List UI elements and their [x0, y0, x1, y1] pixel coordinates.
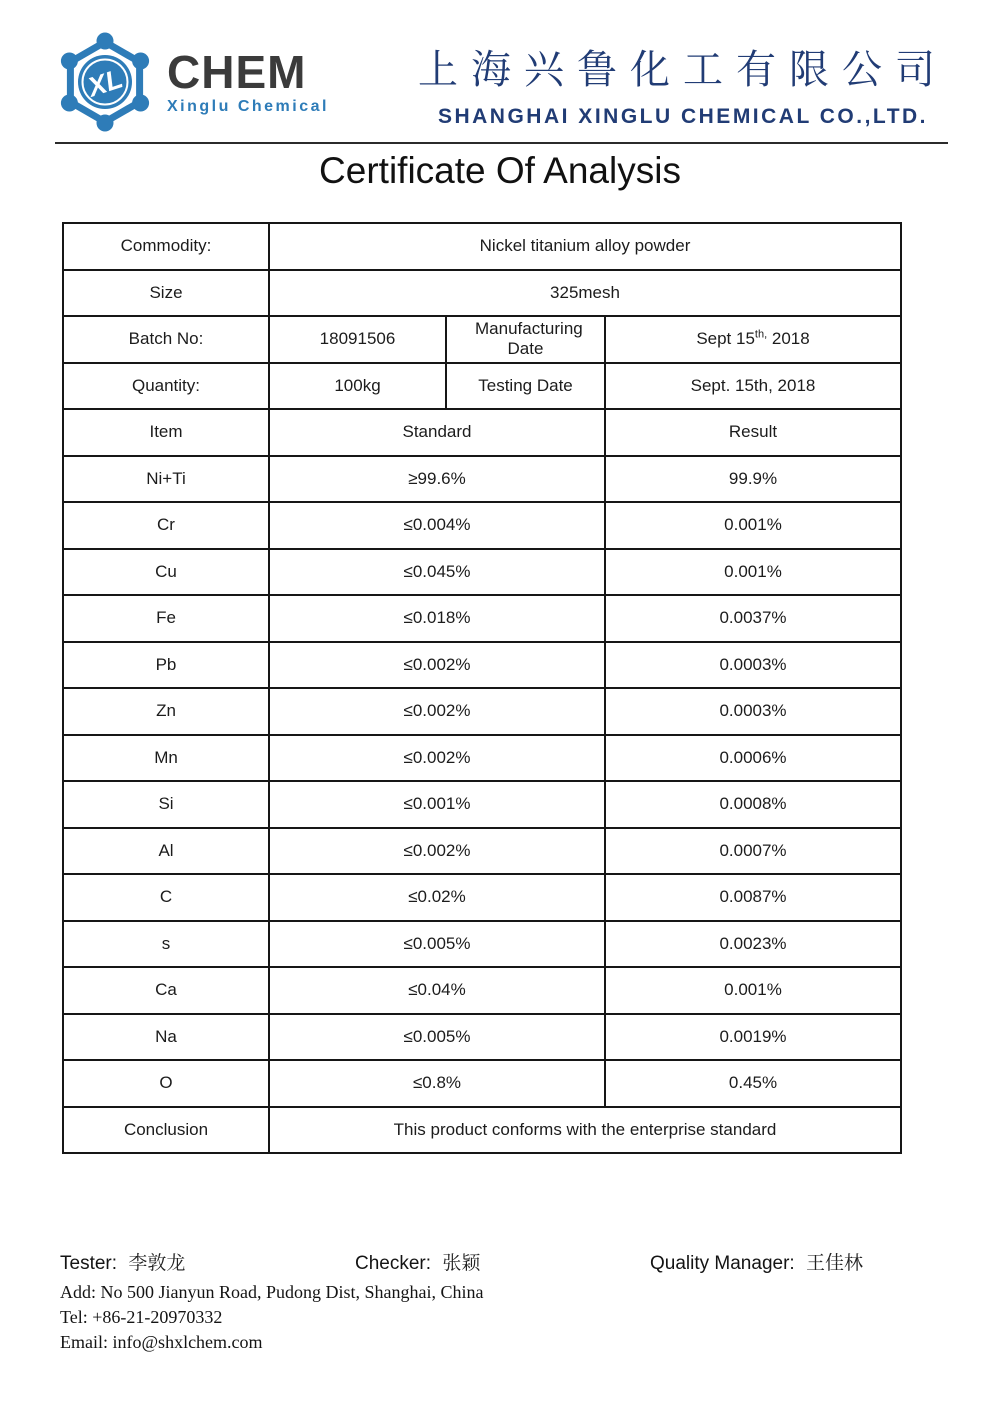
standard-value: ≤0.04% [269, 967, 605, 1014]
logo-subtitle: Xinglu Chemical [167, 98, 329, 115]
checker-signature [355, 1248, 480, 1275]
commodity-label: Commodity: [63, 223, 269, 270]
analysis-row [63, 781, 901, 828]
analysis-row [63, 456, 901, 503]
mfg-date-post: 2018 [767, 329, 810, 349]
analysis-row [63, 688, 901, 735]
result-value: 0.0003% [605, 642, 901, 689]
contact-address: Add: No 500 Jianyun Road, Pudong Dist, Shanghai, China [60, 1282, 484, 1302]
analysis-row [63, 874, 901, 921]
size-label: Size [63, 270, 269, 317]
hexagon-logo-icon [55, 32, 155, 132]
conclusion-label: Conclusion [63, 1107, 269, 1154]
analysis-table [62, 222, 902, 1154]
batch-value: 18091506 [269, 316, 446, 363]
conclusion-row [63, 1107, 901, 1154]
analysis-row [63, 735, 901, 782]
quality-manager-name: 王佳林 [805, 1252, 863, 1274]
standard-value: ≤0.002% [269, 688, 605, 735]
logo-chem-text: CHEM [167, 46, 307, 98]
mfg-date-superscript: th, [754, 328, 768, 341]
result-value: 0.001% [605, 502, 901, 549]
element-name: Mn [63, 735, 269, 782]
quantity-value: 100kg [269, 363, 446, 410]
company-name-chinese: 上海兴鲁化工有限公司 [418, 47, 948, 93]
standard-value: ≤0.005% [269, 1014, 605, 1061]
element-name: Pb [63, 642, 269, 689]
analysis-row [63, 967, 901, 1014]
element-name: Na [63, 1014, 269, 1061]
page-header [55, 32, 948, 144]
contact-phone: Tel: +86-21-20970332 [60, 1307, 223, 1327]
testing-date-label: Testing Date [446, 363, 605, 410]
checker-name: 张颖 [442, 1252, 481, 1274]
logo-wordmark [167, 46, 329, 115]
result-value: 0.0037% [605, 595, 901, 642]
element-name: Fe [63, 595, 269, 642]
testing-date-value: Sept. 15th, 2018 [605, 363, 901, 410]
tester-signature [60, 1248, 185, 1275]
result-value: 99.9% [605, 456, 901, 503]
standard-value: ≤0.02% [269, 874, 605, 921]
standard-column-header: Standard [269, 409, 605, 456]
tester-name: 李敦龙 [128, 1252, 186, 1274]
standard-value: ≤0.8% [269, 1060, 605, 1107]
column-header-row [63, 409, 901, 456]
result-value: 0.0087% [605, 874, 901, 921]
result-value: 0.0019% [605, 1014, 901, 1061]
standard-value: ≤0.004% [269, 502, 605, 549]
element-name: Al [63, 828, 269, 875]
standard-value: ≤0.005% [269, 921, 605, 968]
analysis-row [63, 828, 901, 875]
analysis-row [63, 502, 901, 549]
element-name: Ca [63, 967, 269, 1014]
analysis-row [63, 642, 901, 689]
element-name: Cu [63, 549, 269, 596]
element-name: C [63, 874, 269, 921]
element-name: s [63, 921, 269, 968]
quality-manager-label: Quality Manager: [650, 1253, 795, 1274]
company-names [418, 32, 948, 129]
quantity-row [63, 363, 901, 410]
standard-value: ≤0.018% [269, 595, 605, 642]
analysis-row [63, 1060, 901, 1107]
result-value: 0.0023% [605, 921, 901, 968]
quality-manager-signature [650, 1248, 863, 1275]
tester-label: Tester: [60, 1253, 118, 1274]
size-value: 325mesh [269, 270, 901, 317]
analysis-rows [63, 456, 901, 1107]
standard-value: ≥99.6% [269, 456, 605, 503]
document-title: Certificate Of Analysis [319, 150, 681, 191]
analysis-row [63, 549, 901, 596]
standard-value: ≤0.002% [269, 735, 605, 782]
element-name: O [63, 1060, 269, 1107]
signature-line [0, 1248, 1000, 1282]
standard-value: ≤0.045% [269, 549, 605, 596]
analysis-row [63, 1014, 901, 1061]
item-column-header: Item [63, 409, 269, 456]
logo-monogram: XL [84, 63, 127, 103]
size-row [63, 270, 901, 317]
result-value: 0.0003% [605, 688, 901, 735]
conclusion-value: This product conforms with the enterprise standard [269, 1107, 901, 1154]
contact-block [60, 1280, 484, 1355]
result-value: 0.0008% [605, 781, 901, 828]
standard-value: ≤0.002% [269, 828, 605, 875]
manufacturing-date-label: Manufacturing Date [446, 316, 605, 363]
element-name: Ni+Ti [63, 456, 269, 503]
checker-label: Checker: [355, 1253, 432, 1274]
manufacturing-date-value [605, 316, 901, 363]
batch-row [63, 316, 901, 363]
analysis-row [63, 921, 901, 968]
contact-email: Email: info@shxlchem.com [60, 1332, 263, 1352]
commodity-row [63, 223, 901, 270]
result-value: 0.45% [605, 1060, 901, 1107]
company-name-english: SHANGHAI XINGLU CHEMICAL CO.,LTD. [437, 105, 929, 128]
company-logo [55, 32, 329, 132]
element-name: Zn [63, 688, 269, 735]
quantity-label: Quantity: [63, 363, 269, 410]
result-column-header: Result [605, 409, 901, 456]
standard-value: ≤0.002% [269, 642, 605, 689]
result-value: 0.001% [605, 549, 901, 596]
element-name: Cr [63, 502, 269, 549]
commodity-value: Nickel titanium alloy powder [269, 223, 901, 270]
result-value: 0.0007% [605, 828, 901, 875]
standard-value: ≤0.001% [269, 781, 605, 828]
batch-label: Batch No: [63, 316, 269, 363]
element-name: Si [63, 781, 269, 828]
mfg-date-pre: Sept 15 [696, 329, 755, 349]
result-value: 0.001% [605, 967, 901, 1014]
result-value: 0.0006% [605, 735, 901, 782]
analysis-row [63, 595, 901, 642]
